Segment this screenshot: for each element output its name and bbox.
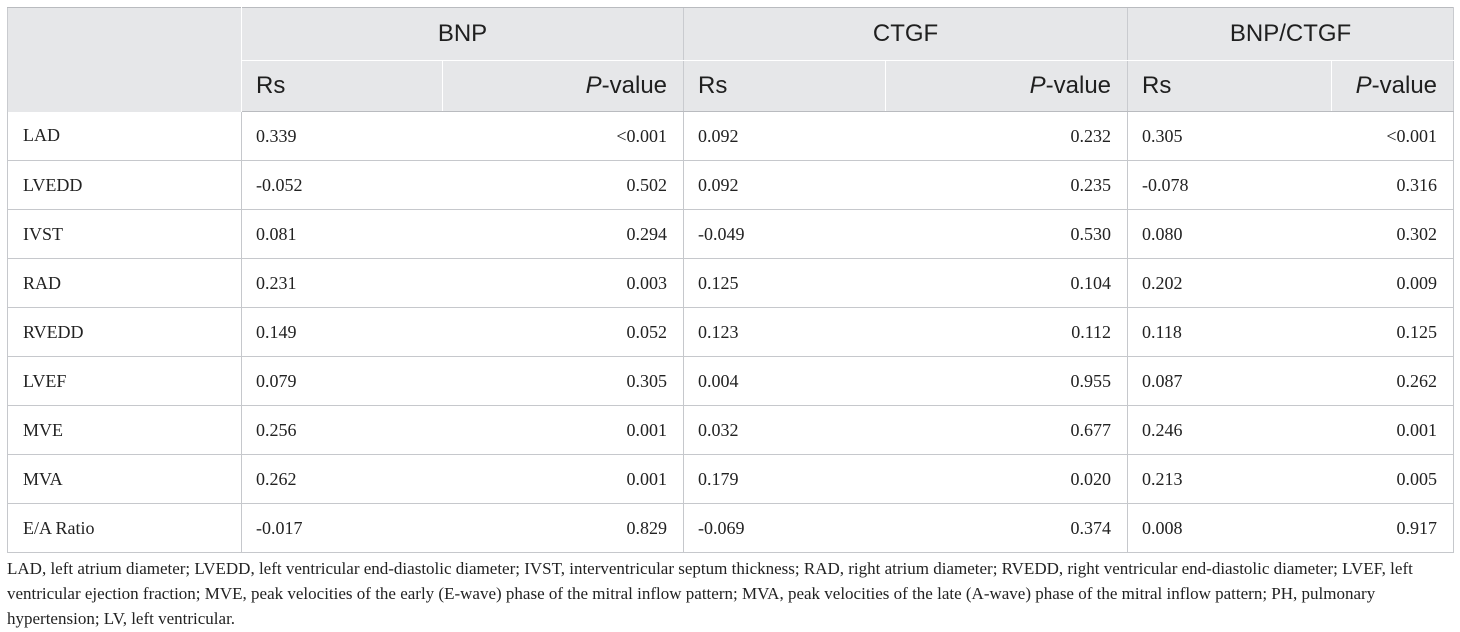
ratio-p-cell: 0.009 [1332, 259, 1454, 308]
bnp-rs-cell: 0.256 [242, 406, 443, 455]
row-label: LVEF [8, 357, 242, 406]
ratio-p-cell: 0.001 [1332, 406, 1454, 455]
header-corner-cell [8, 8, 242, 112]
ratio-p-cell: 0.302 [1332, 210, 1454, 259]
p-suffix-label: -value [1045, 72, 1112, 99]
ctgf-p-cell: 0.104 [886, 259, 1128, 308]
header-bnp-rs: Rs [242, 61, 443, 112]
row-label: RAD [8, 259, 242, 308]
ctgf-rs-cell: 0.179 [684, 455, 886, 504]
ratio-p-cell: 0.125 [1332, 308, 1454, 357]
ctgf-rs-cell: 0.123 [684, 308, 886, 357]
table-footnote: LAD, left atrium diameter; LVEDD, left ventricular end-diastolic diameter; IVST, interventricular septum thickness; RAD, right atrium diameter; RVEDD, right ventricular end-diastolic diameter; LVEF, left ventricular ejection fraction; MVE, peak velocities of the early (E-wave) phase of the mitral inflow pattern; MVA, peak velocities of the late (A-wave) phase of the mitral inflow pattern; PH, pulmonary hypertension; LV, left ventricular. [7, 559, 1413, 628]
row-label: MVE [8, 406, 242, 455]
ratio-rs-cell: 0.213 [1128, 455, 1332, 504]
correlation-table-container [7, 7, 1453, 553]
row-label: RVEDD [8, 308, 242, 357]
table-header [8, 8, 1454, 112]
table-body [8, 112, 1454, 553]
ctgf-rs-cell: 0.092 [684, 161, 886, 210]
header-bnp-ctgf-rs: Rs [1128, 61, 1332, 112]
ctgf-rs-cell: 0.092 [684, 112, 886, 161]
ratio-rs-cell: 0.008 [1128, 504, 1332, 553]
ctgf-rs-cell: 0.032 [684, 406, 886, 455]
table-row [8, 455, 1454, 504]
ratio-rs-cell: 0.118 [1128, 308, 1332, 357]
ctgf-p-cell: 0.374 [886, 504, 1128, 553]
bnp-p-cell: 0.829 [443, 504, 684, 553]
header-bnp-p-value [443, 61, 684, 112]
ratio-rs-cell: 0.246 [1128, 406, 1332, 455]
ratio-rs-cell: 0.087 [1128, 357, 1332, 406]
row-label: IVST [8, 210, 242, 259]
ctgf-p-cell: 0.112 [886, 308, 1128, 357]
bnp-rs-cell: 0.149 [242, 308, 443, 357]
header-bnp-ctgf-p-value [1332, 61, 1454, 112]
p-suffix-label: -value [1371, 72, 1438, 99]
header-group-row [8, 8, 1454, 61]
ctgf-p-cell: 0.955 [886, 357, 1128, 406]
header-ctgf-p-value [886, 61, 1128, 112]
table-row [8, 357, 1454, 406]
ctgf-rs-cell: 0.125 [684, 259, 886, 308]
table-row [8, 308, 1454, 357]
table-row [8, 112, 1454, 161]
bnp-rs-cell: -0.052 [242, 161, 443, 210]
bnp-p-cell: <0.001 [443, 112, 684, 161]
header-group-ctgf: CTGF [684, 8, 1128, 61]
ctgf-p-cell: 0.530 [886, 210, 1128, 259]
table-row [8, 406, 1454, 455]
ratio-p-cell: <0.001 [1332, 112, 1454, 161]
ratio-rs-cell: -0.078 [1128, 161, 1332, 210]
row-label: LAD [8, 112, 242, 161]
table-row [8, 161, 1454, 210]
table-row [8, 259, 1454, 308]
ctgf-p-cell: 0.232 [886, 112, 1128, 161]
ctgf-p-cell: 0.235 [886, 161, 1128, 210]
bnp-p-cell: 0.305 [443, 357, 684, 406]
bnp-p-cell: 0.502 [443, 161, 684, 210]
ratio-p-cell: 0.917 [1332, 504, 1454, 553]
p-suffix-label: -value [601, 72, 668, 99]
ratio-rs-cell: 0.202 [1128, 259, 1332, 308]
ratio-rs-cell: 0.080 [1128, 210, 1332, 259]
ratio-rs-cell: 0.305 [1128, 112, 1332, 161]
header-group-bnp: BNP [242, 8, 684, 61]
p-italic-label: P [585, 72, 602, 99]
bnp-p-cell: 0.001 [443, 455, 684, 504]
p-italic-label: P [1355, 72, 1372, 99]
bnp-rs-cell: 0.262 [242, 455, 443, 504]
row-label: LVEDD [8, 161, 242, 210]
header-group-bnp-ctgf: BNP/CTGF [1128, 8, 1454, 61]
bnp-rs-cell: 0.081 [242, 210, 443, 259]
bnp-p-cell: 0.052 [443, 308, 684, 357]
header-ctgf-rs: Rs [684, 61, 886, 112]
bnp-rs-cell: -0.017 [242, 504, 443, 553]
ctgf-rs-cell: -0.049 [684, 210, 886, 259]
bnp-rs-cell: 0.079 [242, 357, 443, 406]
bnp-rs-cell: 0.339 [242, 112, 443, 161]
ctgf-rs-cell: -0.069 [684, 504, 886, 553]
ratio-p-cell: 0.005 [1332, 455, 1454, 504]
ratio-p-cell: 0.262 [1332, 357, 1454, 406]
row-label: MVA [8, 455, 242, 504]
table-row [8, 504, 1454, 553]
bnp-rs-cell: 0.231 [242, 259, 443, 308]
ctgf-p-cell: 0.020 [886, 455, 1128, 504]
ratio-p-cell: 0.316 [1332, 161, 1454, 210]
ctgf-p-cell: 0.677 [886, 406, 1128, 455]
bnp-p-cell: 0.003 [443, 259, 684, 308]
p-italic-label: P [1029, 72, 1046, 99]
ctgf-rs-cell: 0.004 [684, 357, 886, 406]
bnp-p-cell: 0.001 [443, 406, 684, 455]
row-label: E/A Ratio [8, 504, 242, 553]
bnp-p-cell: 0.294 [443, 210, 684, 259]
correlation-table [7, 7, 1454, 553]
table-row [8, 210, 1454, 259]
